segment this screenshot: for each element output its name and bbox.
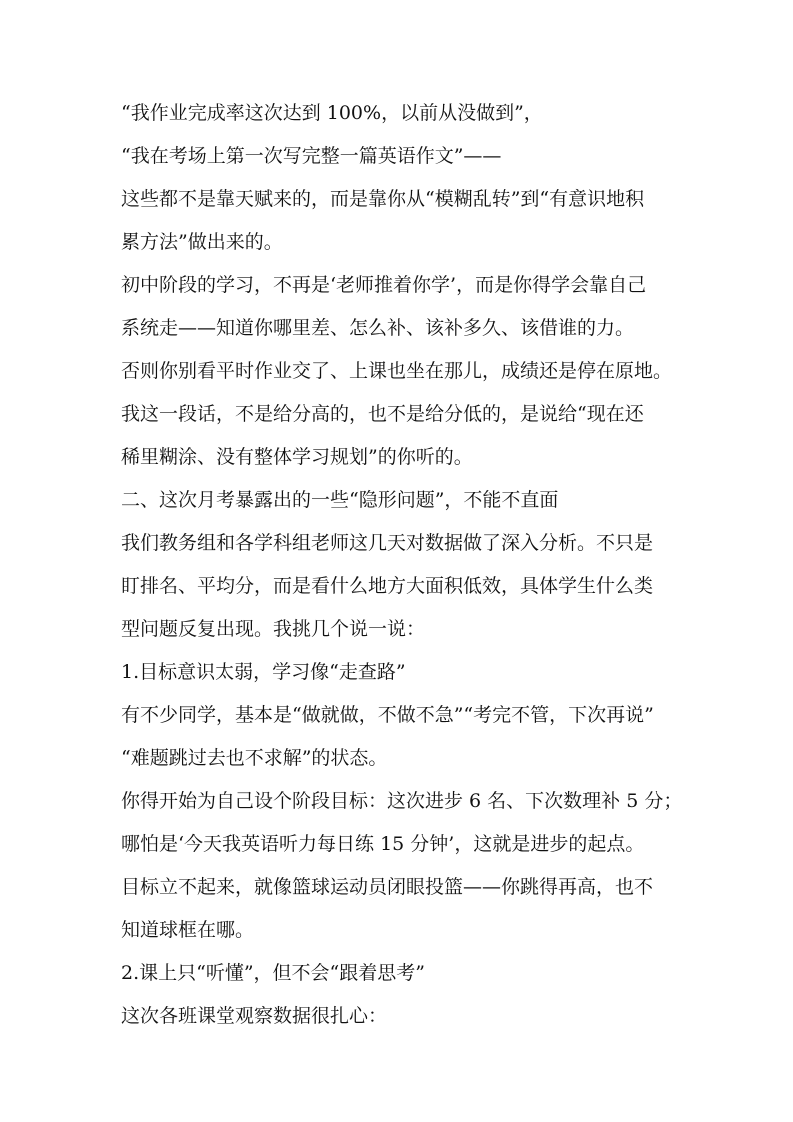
text-line: 初中阶段的学习，不再是‘老师推着你学’，而是你得学会靠自己 — [121, 274, 647, 296]
text-line: 这次各班课堂观察数据很扎心： — [121, 1005, 388, 1027]
text-line: 累方法”做出来的。 — [121, 231, 283, 253]
text-line: “难题跳过去也不求解”的状态。 — [121, 747, 388, 769]
text-line: 否则你别看平时作业交了、上课也坐在那儿，成绩还是停在原地。 — [121, 360, 673, 382]
text-line: “我在考场上第一次写完整一篇英语作文”—— — [121, 145, 502, 167]
subsection-heading: 1.目标意识太弱，学习像“走查路” — [121, 661, 406, 683]
text-line: 稀里糊涂、没有整体学习规划”的你听的。 — [121, 446, 473, 468]
section-heading: 二、这次月考暴露出的一些“隐形问题”，不能不直面 — [121, 489, 559, 511]
text-line: 有不少同学，基本是“做就做，不做不急”“考完不管，下次再说” — [121, 704, 654, 726]
text-line: “我作业完成率这次达到 100%，以前从没做到”， — [121, 102, 543, 124]
text-line: 这些都不是靠天赋来的，而是靠你从“模糊乱转”到“有意识地积 — [121, 188, 645, 210]
text-line: 知道球框在哪。 — [121, 919, 255, 941]
text-line: 哪怕是‘今天我英语听力每日练 15 分钟’，这就是进步的起点。 — [121, 833, 645, 855]
text-line: 我这一段话，不是给分高的，也不是给分低的，是说给“现在还 — [121, 403, 644, 425]
text-line: 我们教务组和各学科组老师这几天对数据做了深入分析。不只是 — [121, 532, 654, 554]
text-line: 盯排名、平均分，而是看什么地方大面积低效，具体学生什么类 — [121, 575, 654, 597]
text-line: 你得开始为自己设个阶段目标：这次进步 6 名、下次数理补 5 分； — [121, 790, 683, 812]
text-line: 型问题反复出现。我挑几个说一说： — [121, 618, 426, 640]
text-line: 目标立不起来，就像篮球运动员闭眼投篮——你跳得再高，也不 — [121, 876, 654, 898]
text-line: 系统走——知道你哪里差、怎么补、该补多久、该借谁的力。 — [121, 317, 635, 339]
subsection-heading: 2.课上只“听懂”，但不会“跟着思考” — [121, 962, 425, 984]
